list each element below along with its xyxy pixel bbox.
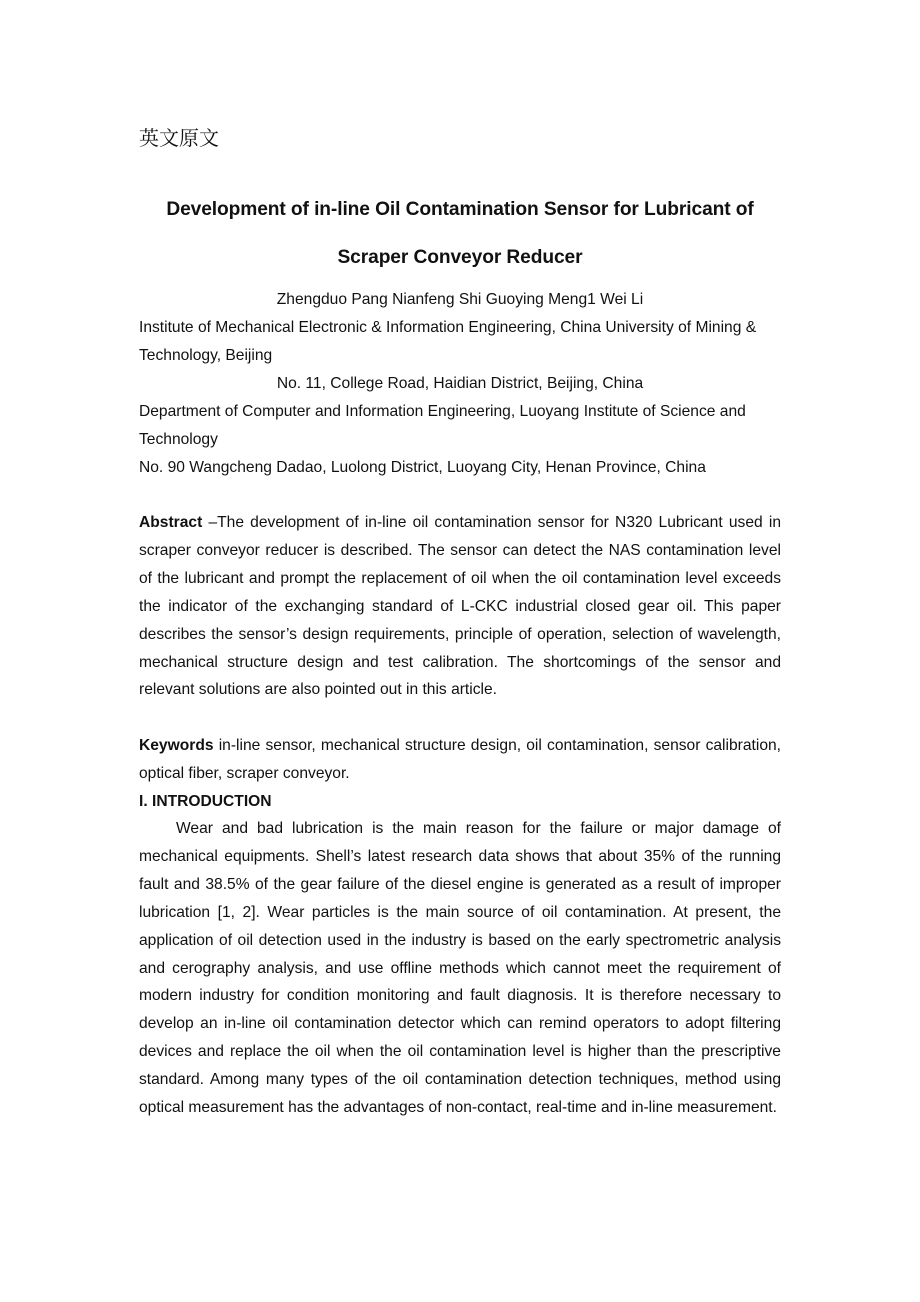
- abstract-label: Abstract: [139, 514, 203, 531]
- paper-title-line-2: Scraper Conveyor Reducer: [337, 247, 583, 268]
- introduction-paragraph: Wear and bad lubrication is the main reason for the failure or major damage of mechanical equipments. Shell’s latest research data shows that about 35% of the running fault and 38.5% of the gear failure of the diesel engine is generated as a result of improper lubrication [1, 2]. Wear particles is the main source of oil contamination. At present, the application of oil detection used in the industry is based on the early spectrometric analysis and cerography analysis, and use offline methods which cannot meet the requirement of modern industry for condition monitoring and fault diagnosis. It is therefore necessary to develop an in-line oil contamination detector which can remind operators to adopt filtering devices and replace the oil when the oil contamination level is higher than the prescriptive standard. Among many types of the oil contamination detection techniques, method using optical measurement has the advantages of non-contact, real-time and in-line measurement.: [139, 820, 781, 1117]
- paper-title-line-1: Development of in-line Oil Contamination Sensor for Lubricant of: [166, 199, 754, 220]
- abstract: [139, 509, 781, 704]
- section-heading: I. INTRODUCTION: [139, 793, 272, 810]
- address-2: No. 90 Wangcheng Dadao, Luolong District, Luoyang City, Henan Province, China: [139, 459, 706, 476]
- abstract-text: –The development of in-line oil contamination sensor for N320 Lubricant used in scraper conveyor reducer is described. The sensor can detect the NAS contamination level of the lubricant and prompt the replacement of oil when the oil contamination level exceeds the indicator of the exchanging standard of L-CKC industrial closed gear oil. This paper describes the sensor’s design requirements, principle of operation, selection of wavelength, mechanical structure design and test calibration. The shortcomings of the sensor and relevant solutions are also pointed out in this article.: [139, 514, 781, 699]
- keywords-text: in-line sensor, mechanical structure design, oil contamination, sensor calibration, optical fiber, scraper conveyor.: [139, 737, 781, 782]
- keywords: [139, 732, 781, 788]
- affiliation-2: Department of Computer and Information Engineering, Luoyang Institute of Science and Technology: [139, 403, 746, 448]
- address-1: No. 11, College Road, Haidian District, Beijing, China: [276, 375, 644, 392]
- authors: Zhengduo Pang Nianfeng Shi Guoying Meng1 Wei Li: [276, 291, 644, 308]
- page-heading: 英文原文: [139, 126, 219, 150]
- keywords-label: Keywords: [139, 737, 214, 754]
- affiliation-1: Institute of Mechanical Electronic & Information Engineering, China University of Mining & Technology, Beijing: [139, 319, 757, 364]
